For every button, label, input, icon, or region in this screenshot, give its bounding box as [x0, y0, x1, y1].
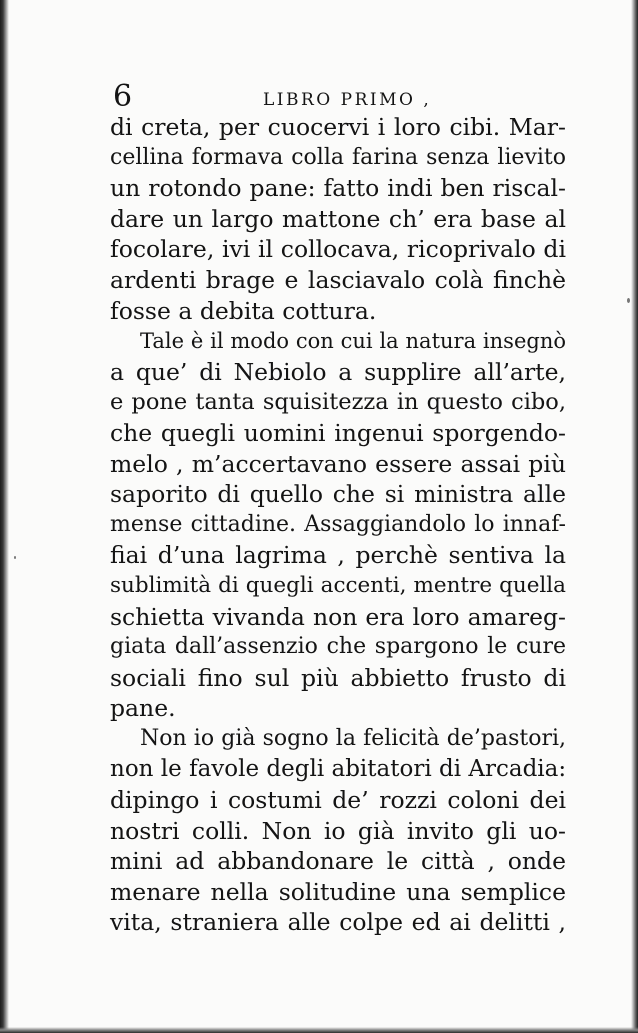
text-line: vita, straniera alle colpe ed ai delitti ,	[110, 908, 566, 937]
page-edge-right	[631, 0, 638, 1033]
text-line: nostri colli. Non io già invito gli uo-	[110, 816, 566, 845]
scan-speck	[14, 556, 16, 559]
running-head: LIBRO PRIMO ,	[263, 90, 432, 110]
binding-shadow-left	[0, 0, 9, 1033]
text-line: mense cittadine. Assaggiandolo lo innaf-	[110, 511, 566, 537]
text-line: sublimità di quegli accenti, mentre quella	[110, 572, 566, 598]
text-line: saporito di quello che si ministra alle	[110, 480, 566, 509]
text-line: cellina formava colla farina senza lievito	[110, 144, 566, 170]
text-line: fiai d’una lagrima , perchè sentiva la	[110, 541, 566, 570]
text-line: dare un largo mattone ch’ era base al	[110, 204, 566, 233]
text-line: focolare, ivi il collocava, ricoprivalo di	[110, 235, 566, 264]
text-line: fosse a debita cottura.	[110, 296, 377, 325]
text-line: mini ad abbandonare le città , onde	[110, 847, 566, 876]
page-number: 6	[113, 79, 133, 114]
text-line: Tale è il modo con cui la natura insegnò	[140, 329, 566, 354]
text-line: melo , m’accertavano essere assai più	[110, 449, 566, 478]
text-line: ardenti brage e lasciavalo colà finchè	[110, 265, 566, 294]
text-line: dipingo i costumi de’ rozzi coloni dei	[110, 786, 566, 815]
text-line: non le favole degli abitatori di Arcadia:	[110, 756, 567, 783]
text-line: a que’ di Nebiolo a supplire all’arte,	[110, 357, 566, 386]
text-line: e pone tanta squisitezza in questo cibo,	[110, 389, 566, 416]
text-line: giata dall’assenzio che spargono le cure	[110, 634, 566, 660]
body-text	[110, 112, 566, 938]
page-header	[113, 80, 573, 114]
text-line: sociali fino sul più abbietto frusto di	[110, 663, 566, 692]
text-line: un rotondo pane: fatto indi ben riscal-	[110, 174, 566, 203]
text-line: schietta vivanda non era loro amareg-	[110, 602, 566, 631]
scan-speck	[627, 298, 630, 303]
text-line: di creta, per cuocervi i loro cibi. Mar-	[110, 113, 566, 141]
text-line: pane.	[110, 694, 176, 723]
text-line: Non io già sogno la felicità de’pastori,	[140, 725, 566, 751]
page-edge-bottom	[0, 1027, 638, 1033]
text-line: menare nella solitudine una semplice	[110, 877, 566, 906]
text-line: che quegli uomini ingenui sporgendo-	[110, 418, 566, 447]
